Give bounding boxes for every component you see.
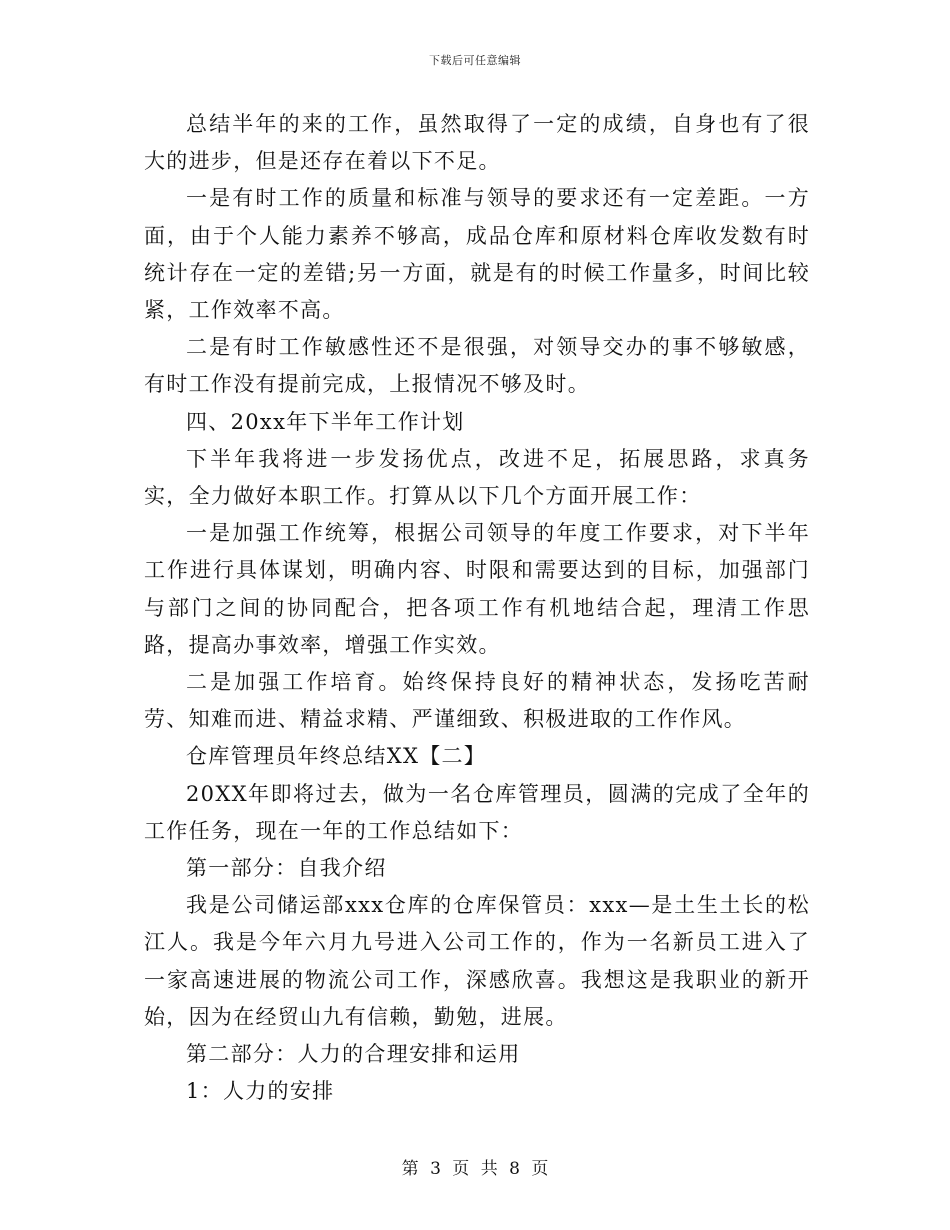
paragraph: 一是有时工作的质量和标准与领导的要求还有一定差距。一方面，由于个人能力素养不够高，成品仓库和原材料仓库收发数有时统计存在一定的差错;另一方面，就是有的时候工作量多，时间比较紧，工作效率不高。 [144,186,810,323]
paragraph: 二是有时工作敏感性还不是很强，对领导交办的事不够敏感，有时工作没有提前完成，上报情况不够及时。 [144,335,810,397]
paragraph: 二是加强工作培育。始终保持良好的精神状态，发扬吃苦耐劳、知难而进、精益求精、严谨细致、积极进取的工作作风。 [144,670,810,732]
section-heading: 第二部分：人力的合理安排和运用 [186,1042,521,1067]
paragraph: 我是公司储运部xxx仓库的仓库保管员：xxx—是土生土长的松江人。我是今年六月九号进入公司工作的，作为一名新员工进入了一家高速进展的物流公司工作，深感欣喜。我想这是我职业的新开始，因为在经贸山九有信赖，勤勉，进展。 [144,893,810,1029]
section-heading: 四、20xx年下半年工作计划 [186,409,465,434]
section-heading: 1：人力的安排 [186,1079,335,1104]
paragraph: 总结半年的来的工作，虽然取得了一定的成绩，自身也有了很大的进步，但是还存在着以下不足。 [144,112,810,174]
section-heading: 第一部分：自我介绍 [186,856,387,881]
document-body [144,106,810,1110]
section-heading: 仓库管理员年终总结XX【二】 [186,744,487,769]
page-header: 下载后可任意编辑 [429,54,521,67]
page-number-footer: 第 3 页 共 8 页 [401,1159,549,1179]
paragraph: 20XX年即将过去，做为一名仓库管理员，圆满的完成了全年的工作任务，现在一年的工作总结如下： [144,781,810,843]
paragraph: 一是加强工作统筹，根据公司领导的年度工作要求，对下半年工作进行具体谋划，明确内容、时限和需要达到的目标，加强部门与部门之间的协同配合，把各项工作有机地结合起，理清工作思路，提高办事效率，增强工作实效。 [144,521,810,657]
paragraph: 下半年我将进一步发扬优点，改进不足，拓展思路，求真务实，全力做好本职工作。打算从以下几个方面开展工作： [144,446,810,509]
